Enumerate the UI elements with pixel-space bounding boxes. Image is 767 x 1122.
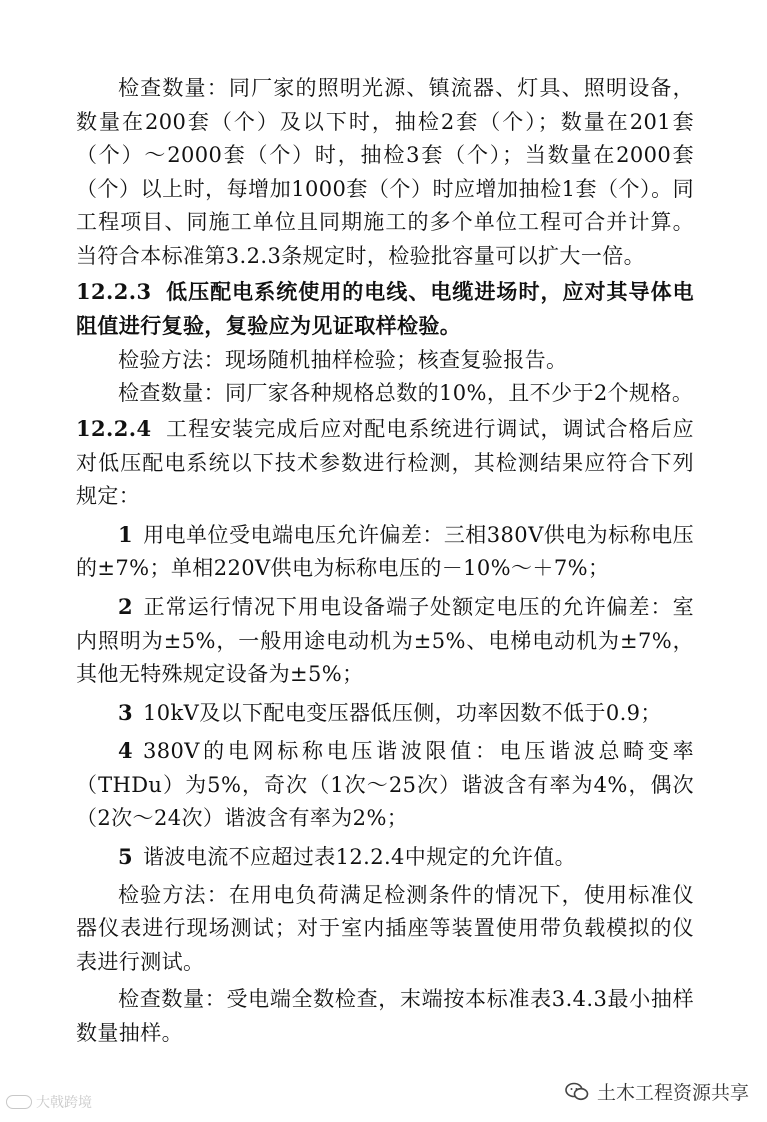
circle-logo-icon <box>6 1095 32 1109</box>
inspection-method-paragraph: 检验方法：现场随机抽样检验；核查复验报告。 <box>118 347 568 372</box>
list-item: 4 380V的电网标称电压谐波限值：电压谐波总畸变率（THDu）为5%，奇次（1次～25次）谐波含有率为4%，偶次（2次～24次）谐波含有率为2%； <box>76 738 694 831</box>
clause-number: 12.2.3 <box>76 278 152 304</box>
watermark-right-text: 土木工程资源共享 <box>596 1082 749 1104</box>
wechat-icon <box>565 1082 589 1102</box>
inspection-method-paragraph: 检验方法：在用电负荷满足检测条件的情况下，使用标准仪器仪表进行现场测试；对于室内插座等装置使用带负载模拟的仪表进行测试。 <box>76 882 694 974</box>
clause-12-2-3 <box>76 275 694 344</box>
clause-text: 低压配电系统使用的电线、电缆进场时，应对其导体电阻值进行复验，复验应为见证取样检验。 <box>76 278 694 339</box>
inspection-quantity-paragraph: 检查数量：同厂家各种规格总数的10%，且不少于2个规格。 <box>118 381 694 406</box>
list-item: 1 用电单位受电端电压允许偏差：三相380V供电为标称电压的±7%；单相220V供电为标称电压的－10%～＋7%； <box>76 521 694 581</box>
inspection-quantity-paragraph: 检查数量：同厂家的照明光源、镇流器、灯具、照明设备，数量在200套（个）及以下时，抽检2套（个）；数量在201套（个）～2000套（个）时，抽检3套（个）；当数量在2000套（个）以上时，每增加1000套（个）时应增加抽检1套（个）。同工程项目、同施工单位且同期施工的多个单位工程可合并计算。当符合本标准第3.2.3条规定时，检验批容量可以扩大一倍。 <box>76 76 694 268</box>
document-page <box>76 72 694 1051</box>
list-item: 2 正常运行情况下用电设备端子处额定电压的允许偏差：室内照明为±5%，一般用途电动机为±5%、电梯电动机为±7%，其他无特殊规定设备为±5%； <box>76 593 694 687</box>
inspection-quantity-paragraph: 检查数量：受电端全数检查，末端按本标准表3.4.3最小抽样数量抽样。 <box>76 987 694 1046</box>
watermark-right <box>565 1078 749 1105</box>
clause-number: 12.2.4 <box>76 415 152 441</box>
list-item: 3 10kV及以下配电变压器低压侧，功率因数不低于0.9； <box>118 699 662 725</box>
clause-text: 工程安装完成后应对配电系统进行调试，调试合格后应对低压配电系统以下技术参数进行检测，其检测结果应符合下列规定： <box>76 416 694 509</box>
watermark-left-text: 大戟跨境 <box>36 1095 92 1111</box>
watermark-left <box>6 1092 92 1112</box>
list-item: 5 谐波电流不应超过表12.2.4中规定的允许值。 <box>118 844 577 870</box>
clause-12-2-4 <box>76 412 694 514</box>
